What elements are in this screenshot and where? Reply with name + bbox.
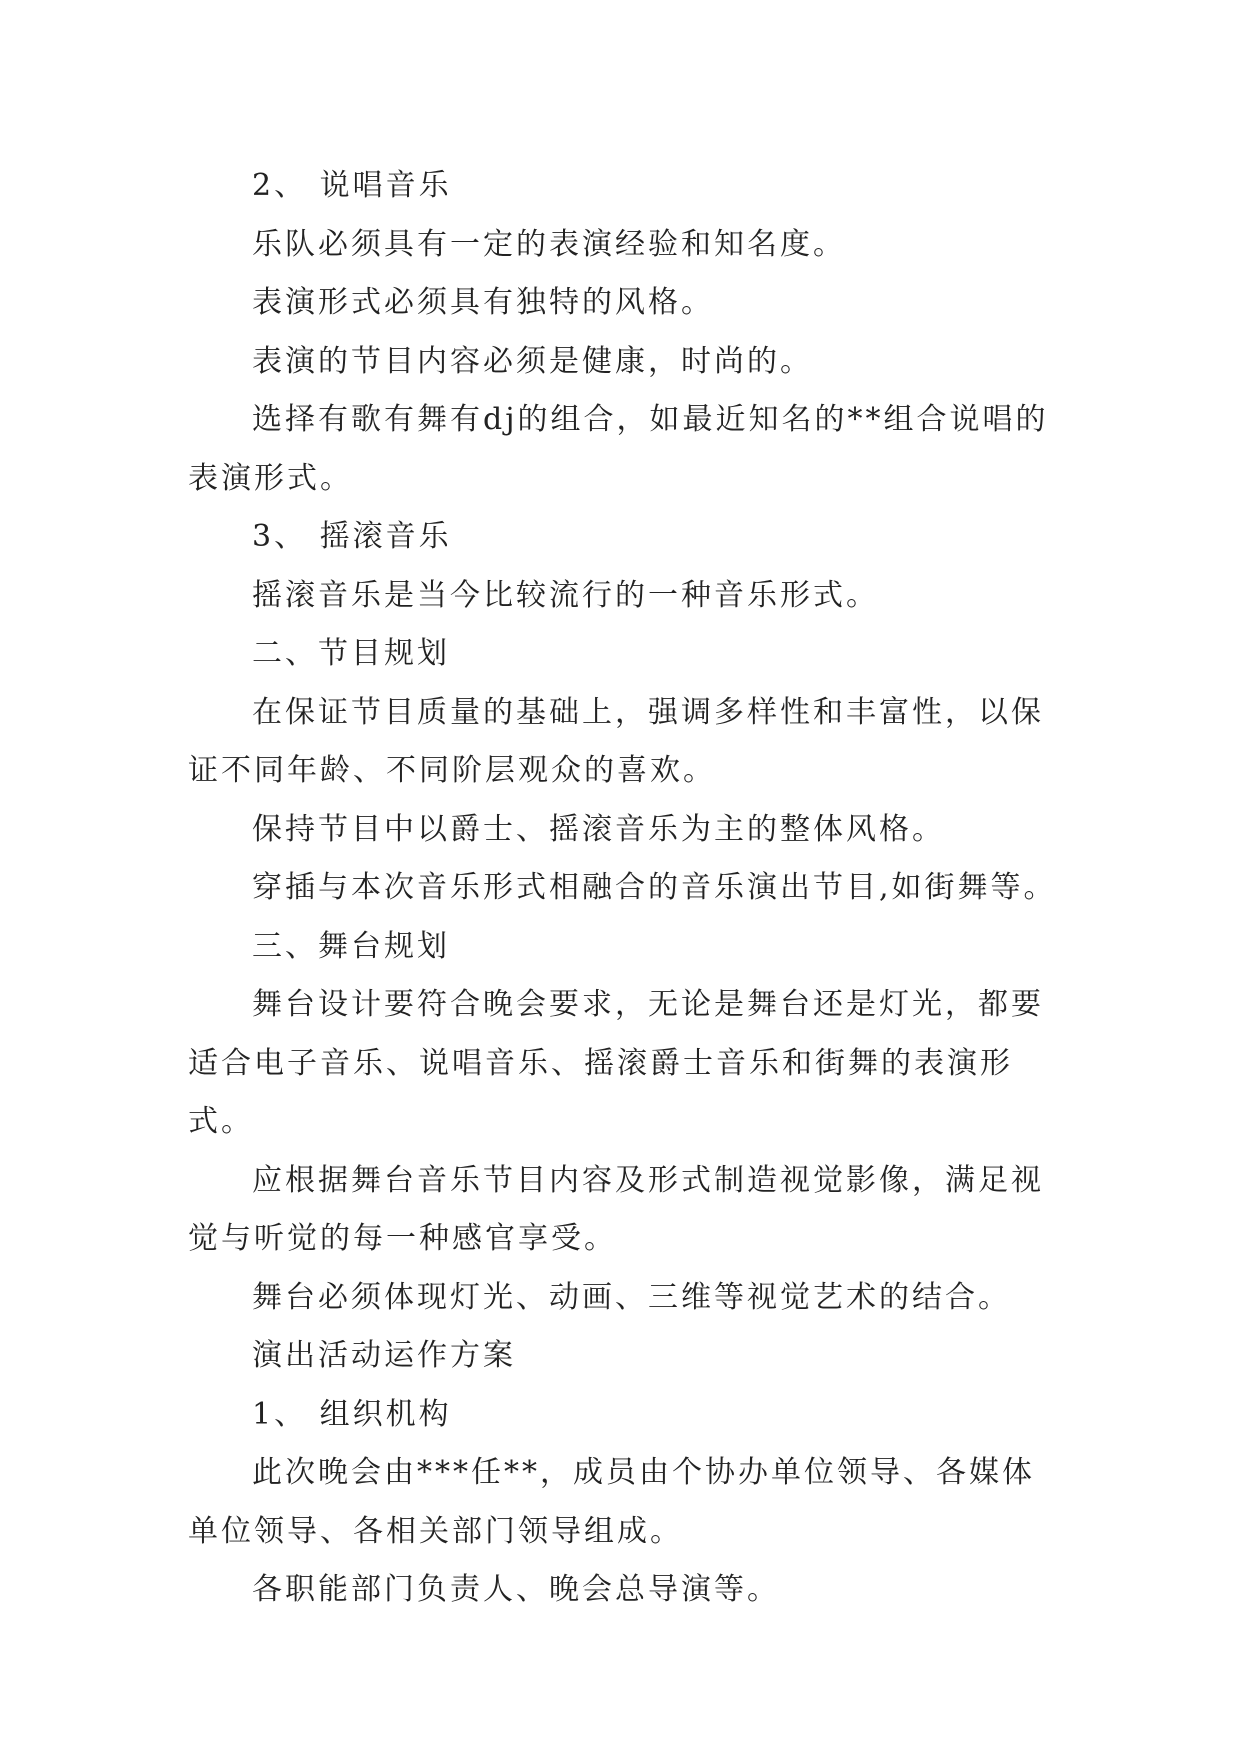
paragraph: 在保证节目质量的基础上，强调多样性和丰富性，以保证不同年龄、不同阶层观众的喜欢。 bbox=[188, 694, 1044, 788]
section-heading-rock-music: 3、 摇滚音乐 bbox=[252, 519, 452, 554]
document-body bbox=[188, 157, 1058, 1620]
paragraph: 表演的节目内容必须是健康，时尚的。 bbox=[252, 343, 813, 379]
section-heading-operation-plan: 演出活动运作方案 bbox=[252, 1338, 516, 1373]
section-heading-rap-music: 2、 说唱音乐 bbox=[252, 168, 452, 203]
paragraph: 保持节目中以爵士、摇滚音乐为主的整体风格。 bbox=[252, 811, 945, 847]
paragraph: 舞台必须体现灯光、动画、三维等视觉艺术的结合。 bbox=[252, 1279, 1011, 1315]
paragraph: 此次晚会由***任**，成员由个协办单位领导、各媒体单位领导、各相关部门领导组成。 bbox=[188, 1455, 1035, 1549]
paragraph: 应根据舞台音乐节目内容及形式制造视觉影像，满足视觉与听觉的每一种感官享受。 bbox=[188, 1162, 1044, 1256]
paragraph: 乐队必须具有一定的表演经验和知名度。 bbox=[252, 226, 846, 262]
section-heading-organization: 1、 组织机构 bbox=[252, 1396, 452, 1432]
section-heading-program-planning: 二、节目规划 bbox=[252, 636, 450, 671]
paragraph: 穿插与本次音乐形式相融合的音乐演出节目,如街舞等。 bbox=[252, 870, 1057, 905]
paragraph: 选择有歌有舞有dj的组合，如最近知名的**组合说唱的表演形式。 bbox=[188, 402, 1049, 496]
section-heading-stage-planning: 三、舞台规划 bbox=[252, 928, 450, 964]
paragraph: 摇滚音乐是当今比较流行的一种音乐形式。 bbox=[252, 577, 879, 613]
paragraph: 各职能部门负责人、晚会总导演等。 bbox=[252, 1572, 780, 1607]
paragraph: 舞台设计要符合晚会要求，无论是舞台还是灯光，都要适合电子音乐、说唱音乐、摇滚爵士音乐和街舞的表演形式。 bbox=[188, 987, 1044, 1139]
paragraph: 表演形式必须具有独特的风格。 bbox=[252, 285, 714, 320]
